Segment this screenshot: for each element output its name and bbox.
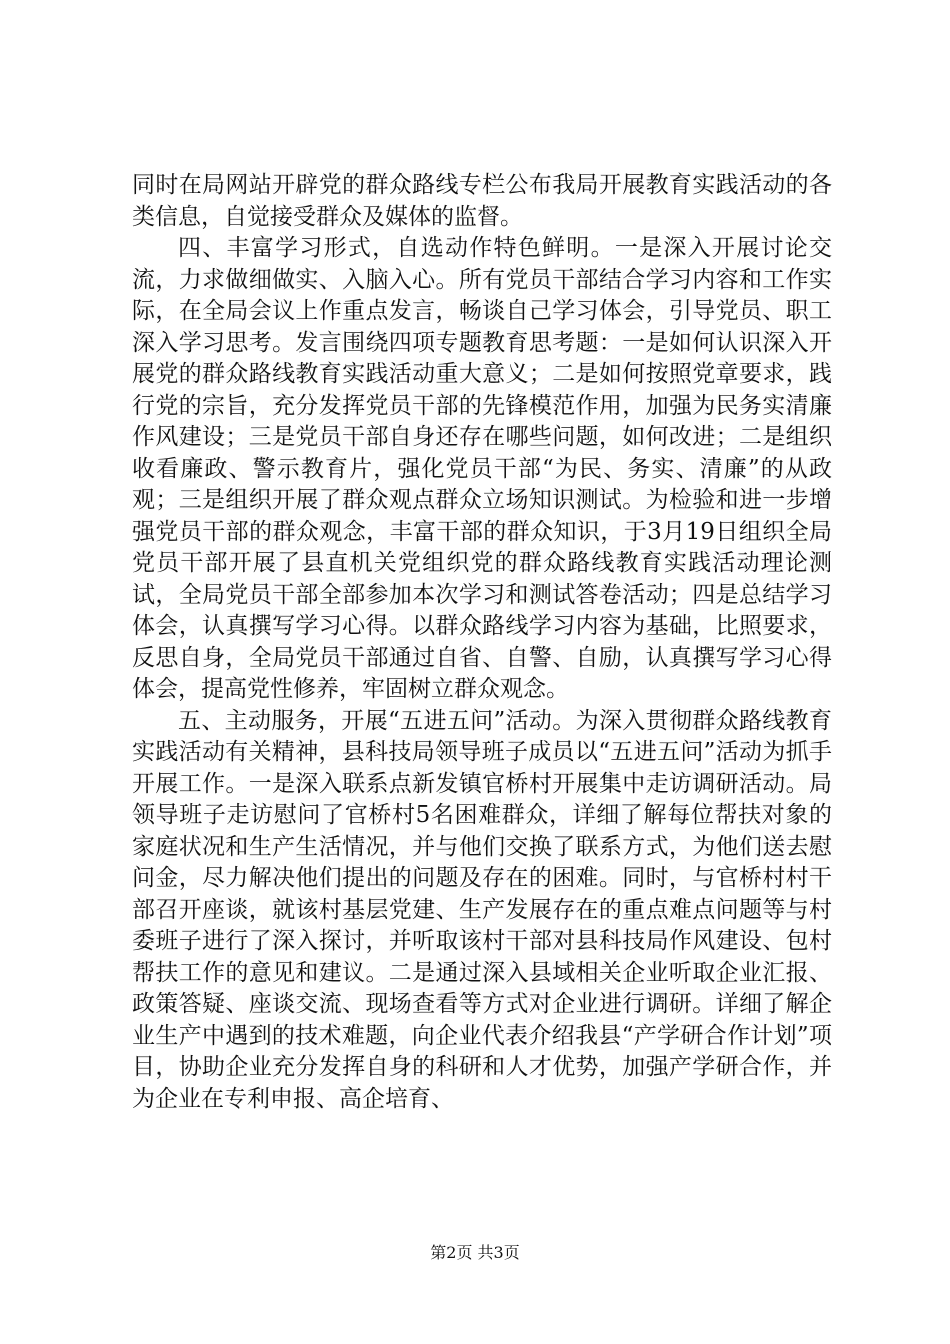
paragraph-section-four: 四、丰富学习形式，自选动作特色鲜明。一是深入开展讨论交流，力求做细做实、入脑入心。所有党员干部结合学习内容和工作实际，在全局会议上作重点发言，畅谈自己学习体会，引导党员、职工深入学习思考。发言围绕四项专题教育思考题：一是如何认识深入开展党的群众路线教育实践活动重大意义；二是如何按照党章要求，践行党的宗旨，充分发挥党员干部的先锋模范作用，加强为民务实清廉作风建设；三是党员干部自身还存在哪些问题，如何改进；二是组织收看廉政、警示教育片，强化党员干部“为民、务实、清廉”的从政观；三是组织开展了群众观点群众立场知识测试。为检验和进一步增强党员干部的群众观念，丰富干部的群众知识，于3月19日组织全局党员干部开展了县直机关党组织党的群众路线教育实践活动理论测试，全局党员干部全部参加本次学习和测试答卷活动；四是总结学习体会，认真撰写学习心得。以群众路线学习内容为基础，比照要求，反思自身，全局党员干部通过自省、自警、自励，认真撰写学习心得体会，提高党性修养，牢固树立群众观念。	[132, 235, 832, 702]
paragraph-continuation: 同时在局网站开辟党的群众路线专栏公布我局开展教育实践活动的各类信息，自觉接受群众及媒体的监督。	[132, 172, 832, 230]
document-body	[132, 170, 832, 1115]
paragraph-section-five: 五、主动服务，开展“五进五问”活动。为深入贯彻群众路线教育实践活动有关精神，县科技局领导班子成员以“五进五问”活动为抓手开展工作。一是深入联系点新发镇官桥村开展集中走访调研活动。局领导班子走访慰问了官桥村5名困难群众，详细了解每位帮扶对象的家庭状况和生产生活情况，并与他们交换了联系方式，为他们送去慰问金，尽力解决他们提出的问题及存在的困难。同时，与官桥村村干部召开座谈，就该村基层党建、生产发展存在的重点难点问题等与村委班子进行了深入探讨，并听取该村干部对县科技局作风建设、包村帮扶工作的意见和建议。二是通过深入县域相关企业听取企业汇报、政策答疑、座谈交流、现场查看等方式对企业进行调研。详细了解企业生产中遇到的技术难题，向企业代表介绍我县“产学研合作计划”项目，协助企业充分发挥自身的科研和人才优势，加强产学研合作，并为企业在专利申报、高企培育、	[132, 707, 832, 1112]
page-number-footer: 第2页 共3页	[430, 1243, 520, 1262]
